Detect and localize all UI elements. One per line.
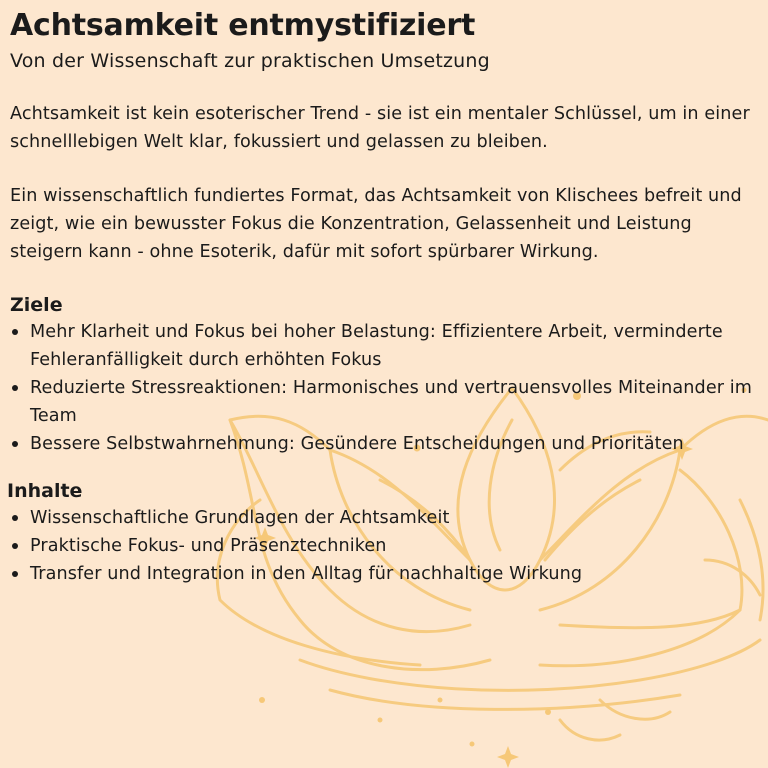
list-item: Reduzierte Stressreaktionen: Harmonisches und vertrauensvolles Miteinander im Team (10, 374, 760, 430)
description-paragraph: Ein wissenschaftlich fundiertes Format, das Achtsamkeit von Klischees befreit und zeigt, wie ein bewusster Fokus die Konzentration, Gelassenheit und Leistung steigern kann - ohne Esoterik, dafür mit sofort spürbarer Wirkung. (10, 186, 742, 262)
ziele-heading: Ziele (10, 294, 63, 316)
page-subtitle: Von der Wissenschaft zur praktischen Umsetzung (10, 50, 490, 72)
list-item: Bessere Selbstwahrnehmung: Gesündere Entscheidungen und Prioritäten (10, 430, 760, 458)
content (7, 0, 760, 588)
list-item: Praktische Fokus- und Präsenztechniken (10, 532, 760, 560)
inhalte-list (10, 504, 760, 588)
ziele-list (10, 318, 760, 458)
list-item: Mehr Klarheit und Fokus bei hoher Belastung: Effizientere Arbeit, verminderte Fehleranfälligkeit durch erhöhten Fokus (10, 318, 760, 374)
inhalte-heading: Inhalte (7, 480, 83, 502)
list-item: Wissenschaftliche Grundlagen der Achtsamkeit (10, 504, 760, 532)
intro-paragraph: Achtsamkeit ist kein esoterischer Trend - sie ist ein mentaler Schlüssel, um in einer schnelllebigen Welt klar, fokussiert und gelassen zu bleiben. (10, 104, 750, 152)
list-item: Transfer und Integration in den Alltag für nachhaltige Wirkung (10, 560, 760, 588)
page-title: Achtsamkeit entmystifiziert (10, 8, 476, 43)
